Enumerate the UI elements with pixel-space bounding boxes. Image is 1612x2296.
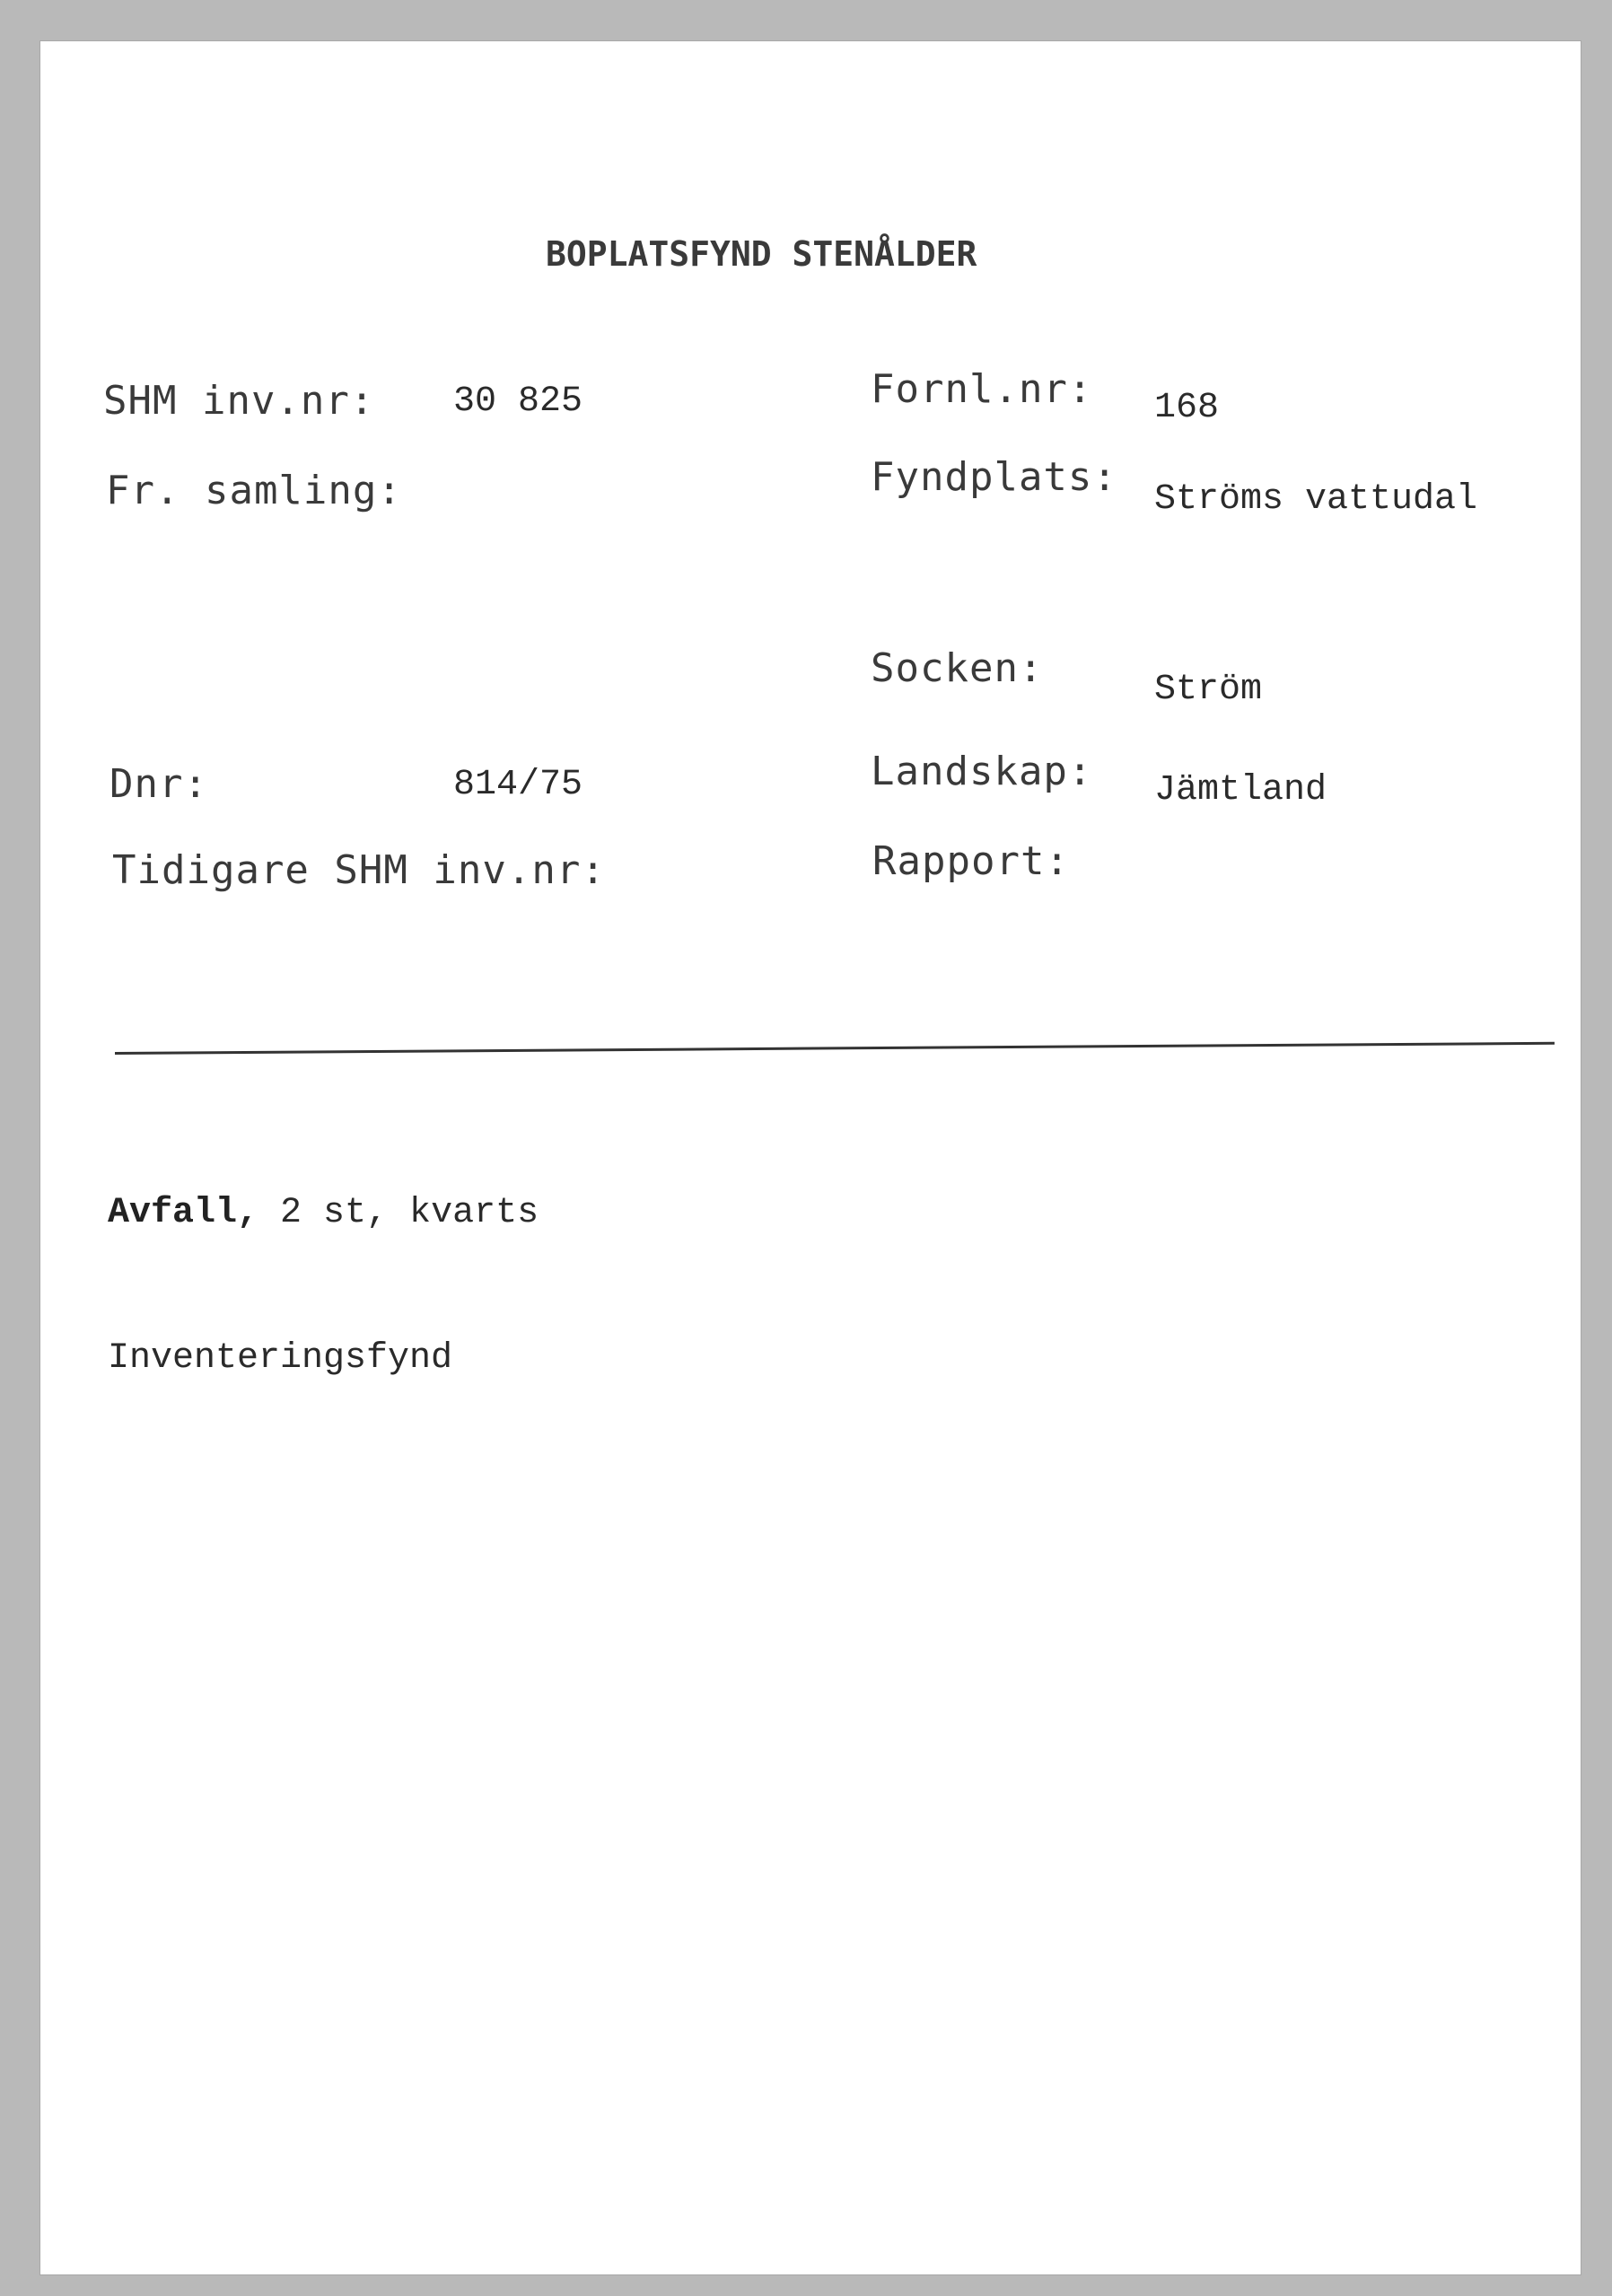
label-fyndplats: Fyndplats: — [871, 454, 1117, 500]
value-fornl-nr: 168 — [1154, 388, 1220, 428]
find-type: Avfall, — [108, 1193, 259, 1233]
label-landskap: Landskap: — [871, 749, 1093, 794]
value-fyndplats: Ströms vattudal — [1154, 479, 1478, 520]
find-note: Inventeringsfynd — [108, 1338, 453, 1379]
label-shm-inv-nr: SHM inv.nr: — [103, 378, 375, 424]
label-rapport: Rapport: — [872, 838, 1070, 884]
label-fr-samling: Fr. samling: — [106, 468, 402, 513]
find-details: 2 st, kvarts — [258, 1193, 539, 1233]
label-socken: Socken: — [871, 645, 1044, 691]
card-title: BOPLATSFYND STENÅLDER — [546, 234, 977, 274]
value-shm-inv-nr: 30 825 — [453, 381, 583, 422]
label-dnr: Dnr: — [110, 761, 208, 807]
value-dnr: 814/75 — [453, 765, 583, 805]
catalog-card — [40, 41, 1581, 2274]
label-fornl-nr: Fornl.nr: — [871, 366, 1093, 412]
find-description — [108, 1193, 539, 1233]
value-landskap: Jämtland — [1154, 770, 1327, 811]
value-socken: Ström — [1154, 670, 1263, 710]
label-tidigare-shm-inv-nr: Tidigare SHM inv.nr: — [112, 847, 606, 893]
